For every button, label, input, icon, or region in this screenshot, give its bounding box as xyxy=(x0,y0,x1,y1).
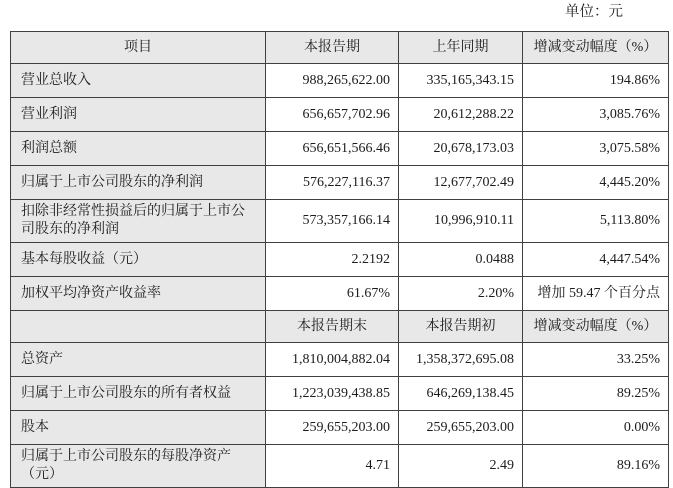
table-row xyxy=(11,277,669,311)
change-cell: 0.00% xyxy=(523,411,669,445)
current-period-cell: 1,810,004,882.04 xyxy=(266,343,399,377)
col-header-change-pct: 增减变动幅度（%） xyxy=(523,32,669,64)
col-header-change-pct-2: 增减变动幅度（%） xyxy=(523,311,669,343)
change-cell: 89.16% xyxy=(523,445,669,488)
prior-period-cell: 12,677,702.49 xyxy=(399,166,523,200)
current-period-cell: 576,227,116.37 xyxy=(266,166,399,200)
row-label-cell: 归属于上市公司股东的每股净资产（元） xyxy=(11,445,266,488)
change-cell: 4,447.54% xyxy=(523,243,669,277)
col-header-current-period: 本报告期 xyxy=(266,32,399,64)
change-cell: 4,445.20% xyxy=(523,166,669,200)
table-row xyxy=(11,132,669,166)
table-row xyxy=(11,343,669,377)
col-header-prior-period: 上年同期 xyxy=(399,32,523,64)
row-label-cell: 营业总收入 xyxy=(11,64,266,98)
current-period-cell: 259,655,203.00 xyxy=(266,411,399,445)
table-row xyxy=(11,377,669,411)
prior-period-cell: 259,655,203.00 xyxy=(399,411,523,445)
row-label-cell: 利润总额 xyxy=(11,132,266,166)
prior-period-cell: 1,358,372,695.08 xyxy=(399,343,523,377)
prior-period-cell: 20,612,288.22 xyxy=(399,98,523,132)
row-label-cell: 股本 xyxy=(11,411,266,445)
current-period-cell: 988,265,622.00 xyxy=(266,64,399,98)
change-cell: 33.25% xyxy=(523,343,669,377)
prior-period-cell: 10,996,910.11 xyxy=(399,200,523,243)
row-label-cell: 加权平均净资产收益率 xyxy=(11,277,266,311)
prior-period-cell: 20,678,173.03 xyxy=(399,132,523,166)
prior-period-cell: 2.20% xyxy=(399,277,523,311)
financial-summary-table xyxy=(10,31,669,488)
change-cell: 89.25% xyxy=(523,377,669,411)
current-period-cell: 656,657,702.96 xyxy=(266,98,399,132)
prior-period-cell: 2.49 xyxy=(399,445,523,488)
table-row xyxy=(11,64,669,98)
col-header-item-blank xyxy=(11,311,266,343)
change-cell: 3,075.58% xyxy=(523,132,669,166)
current-period-cell: 61.67% xyxy=(266,277,399,311)
row-label-cell: 营业利润 xyxy=(11,98,266,132)
row-label-cell: 总资产 xyxy=(11,343,266,377)
current-period-cell: 4.71 xyxy=(266,445,399,488)
current-period-cell: 573,357,166.14 xyxy=(266,200,399,243)
change-cell: 194.86% xyxy=(523,64,669,98)
table-row xyxy=(11,445,669,488)
row-label-cell: 归属于上市公司股东的所有者权益 xyxy=(11,377,266,411)
prior-period-cell: 646,269,138.45 xyxy=(399,377,523,411)
table-row xyxy=(11,166,669,200)
table-header-row-2 xyxy=(11,311,669,343)
table-row xyxy=(11,411,669,445)
prior-period-cell: 335,165,343.15 xyxy=(399,64,523,98)
table-row xyxy=(11,98,669,132)
change-cell: 3,085.76% xyxy=(523,98,669,132)
current-period-cell: 1,223,039,438.85 xyxy=(266,377,399,411)
table-row xyxy=(11,200,669,243)
row-label-cell: 扣除非经常性损益后的归属于上市公司股东的净利润 xyxy=(11,200,266,243)
unit-label: 单位：元 xyxy=(565,4,623,20)
change-cell: 5,113.80% xyxy=(523,200,669,243)
col-header-period-end: 本报告期末 xyxy=(266,311,399,343)
change-cell: 增加 59.47 个百分点 xyxy=(523,277,669,311)
row-label-cell: 归属于上市公司股东的净利润 xyxy=(11,166,266,200)
table-header-row-1 xyxy=(11,32,669,64)
col-header-period-start: 本报告期初 xyxy=(399,311,523,343)
col-header-item: 项目 xyxy=(11,32,266,64)
current-period-cell: 2.2192 xyxy=(266,243,399,277)
table-row xyxy=(11,243,669,277)
current-period-cell: 656,651,566.46 xyxy=(266,132,399,166)
row-label-cell: 基本每股收益（元） xyxy=(11,243,266,277)
prior-period-cell: 0.0488 xyxy=(399,243,523,277)
